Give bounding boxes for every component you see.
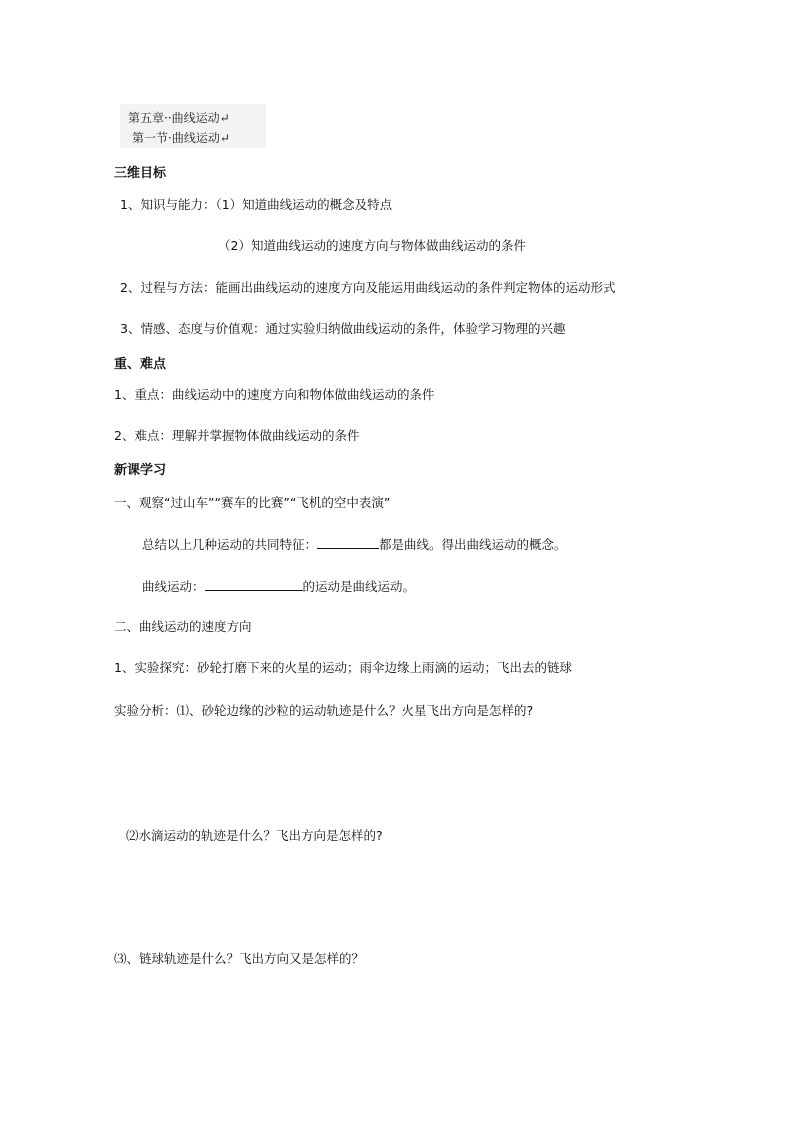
experiment-item: 1、实验探究：砂轮打磨下来的火星的运动；雨伞边缘上雨滴的运动；飞出去的链球 xyxy=(114,660,572,675)
new-lesson-heading: 新课学习 xyxy=(114,463,167,478)
section-title: 第一节·曲线运动↵ xyxy=(132,131,230,145)
analysis-question-1: 实验分析：⑴、砂轮边缘的沙粒的运动轨迹是什么？火星飞出方向是怎样的? xyxy=(114,703,534,718)
goal-item-attitude: 3、情感、态度与价值观：通过实验归纳做曲线运动的条件，体验学习物理的兴趣 xyxy=(120,321,566,336)
goals-heading: 三维目标 xyxy=(114,166,167,181)
key-points-heading: 重、难点 xyxy=(114,357,167,372)
definition-prefix: 曲线运动： xyxy=(142,579,205,594)
summary-prefix: 总结以上几种运动的共同特征： xyxy=(142,537,318,552)
definition-line xyxy=(142,578,415,595)
goal-item-process: 2、过程与方法：能画出曲线运动的速度方向及能运用曲线运动的条件判定物体的运动形式 xyxy=(120,280,616,295)
key-point-focus: 1、重点：曲线运动中的速度方向和物体做曲线运动的条件 xyxy=(114,387,435,402)
chapter-title: 第五章··曲线运动↵ xyxy=(128,111,230,125)
observe-item: 一、观察“过山车”“赛车的比赛”“飞机的空中表演” xyxy=(114,495,391,510)
goal-item-knowledge: 1、知识与能力：（1）知道曲线运动的概念及特点 xyxy=(120,197,393,212)
key-point-difficulty: 2、难点：理解并掌握物体做曲线运动的条件 xyxy=(114,428,360,443)
definition-suffix: 的运动是曲线运动。 xyxy=(302,579,416,594)
analysis-question-3: ⑶、链球轨迹是什么？飞出方向又是怎样的？ xyxy=(114,951,365,966)
analysis-question-2: ⑵水滴运动的轨迹是什么？飞出方向是怎样的? xyxy=(126,828,383,843)
summary-blank[interactable] xyxy=(317,536,379,549)
goal-item-knowledge-2: （2）知道曲线运动的速度方向与物体做曲线运动的条件 xyxy=(218,238,526,253)
definition-blank[interactable] xyxy=(205,578,303,591)
summary-suffix: 都是曲线。得出曲线运动的概念。 xyxy=(379,537,567,552)
velocity-direction-heading: 二、曲线运动的速度方向 xyxy=(114,619,252,634)
summary-line xyxy=(142,536,567,553)
